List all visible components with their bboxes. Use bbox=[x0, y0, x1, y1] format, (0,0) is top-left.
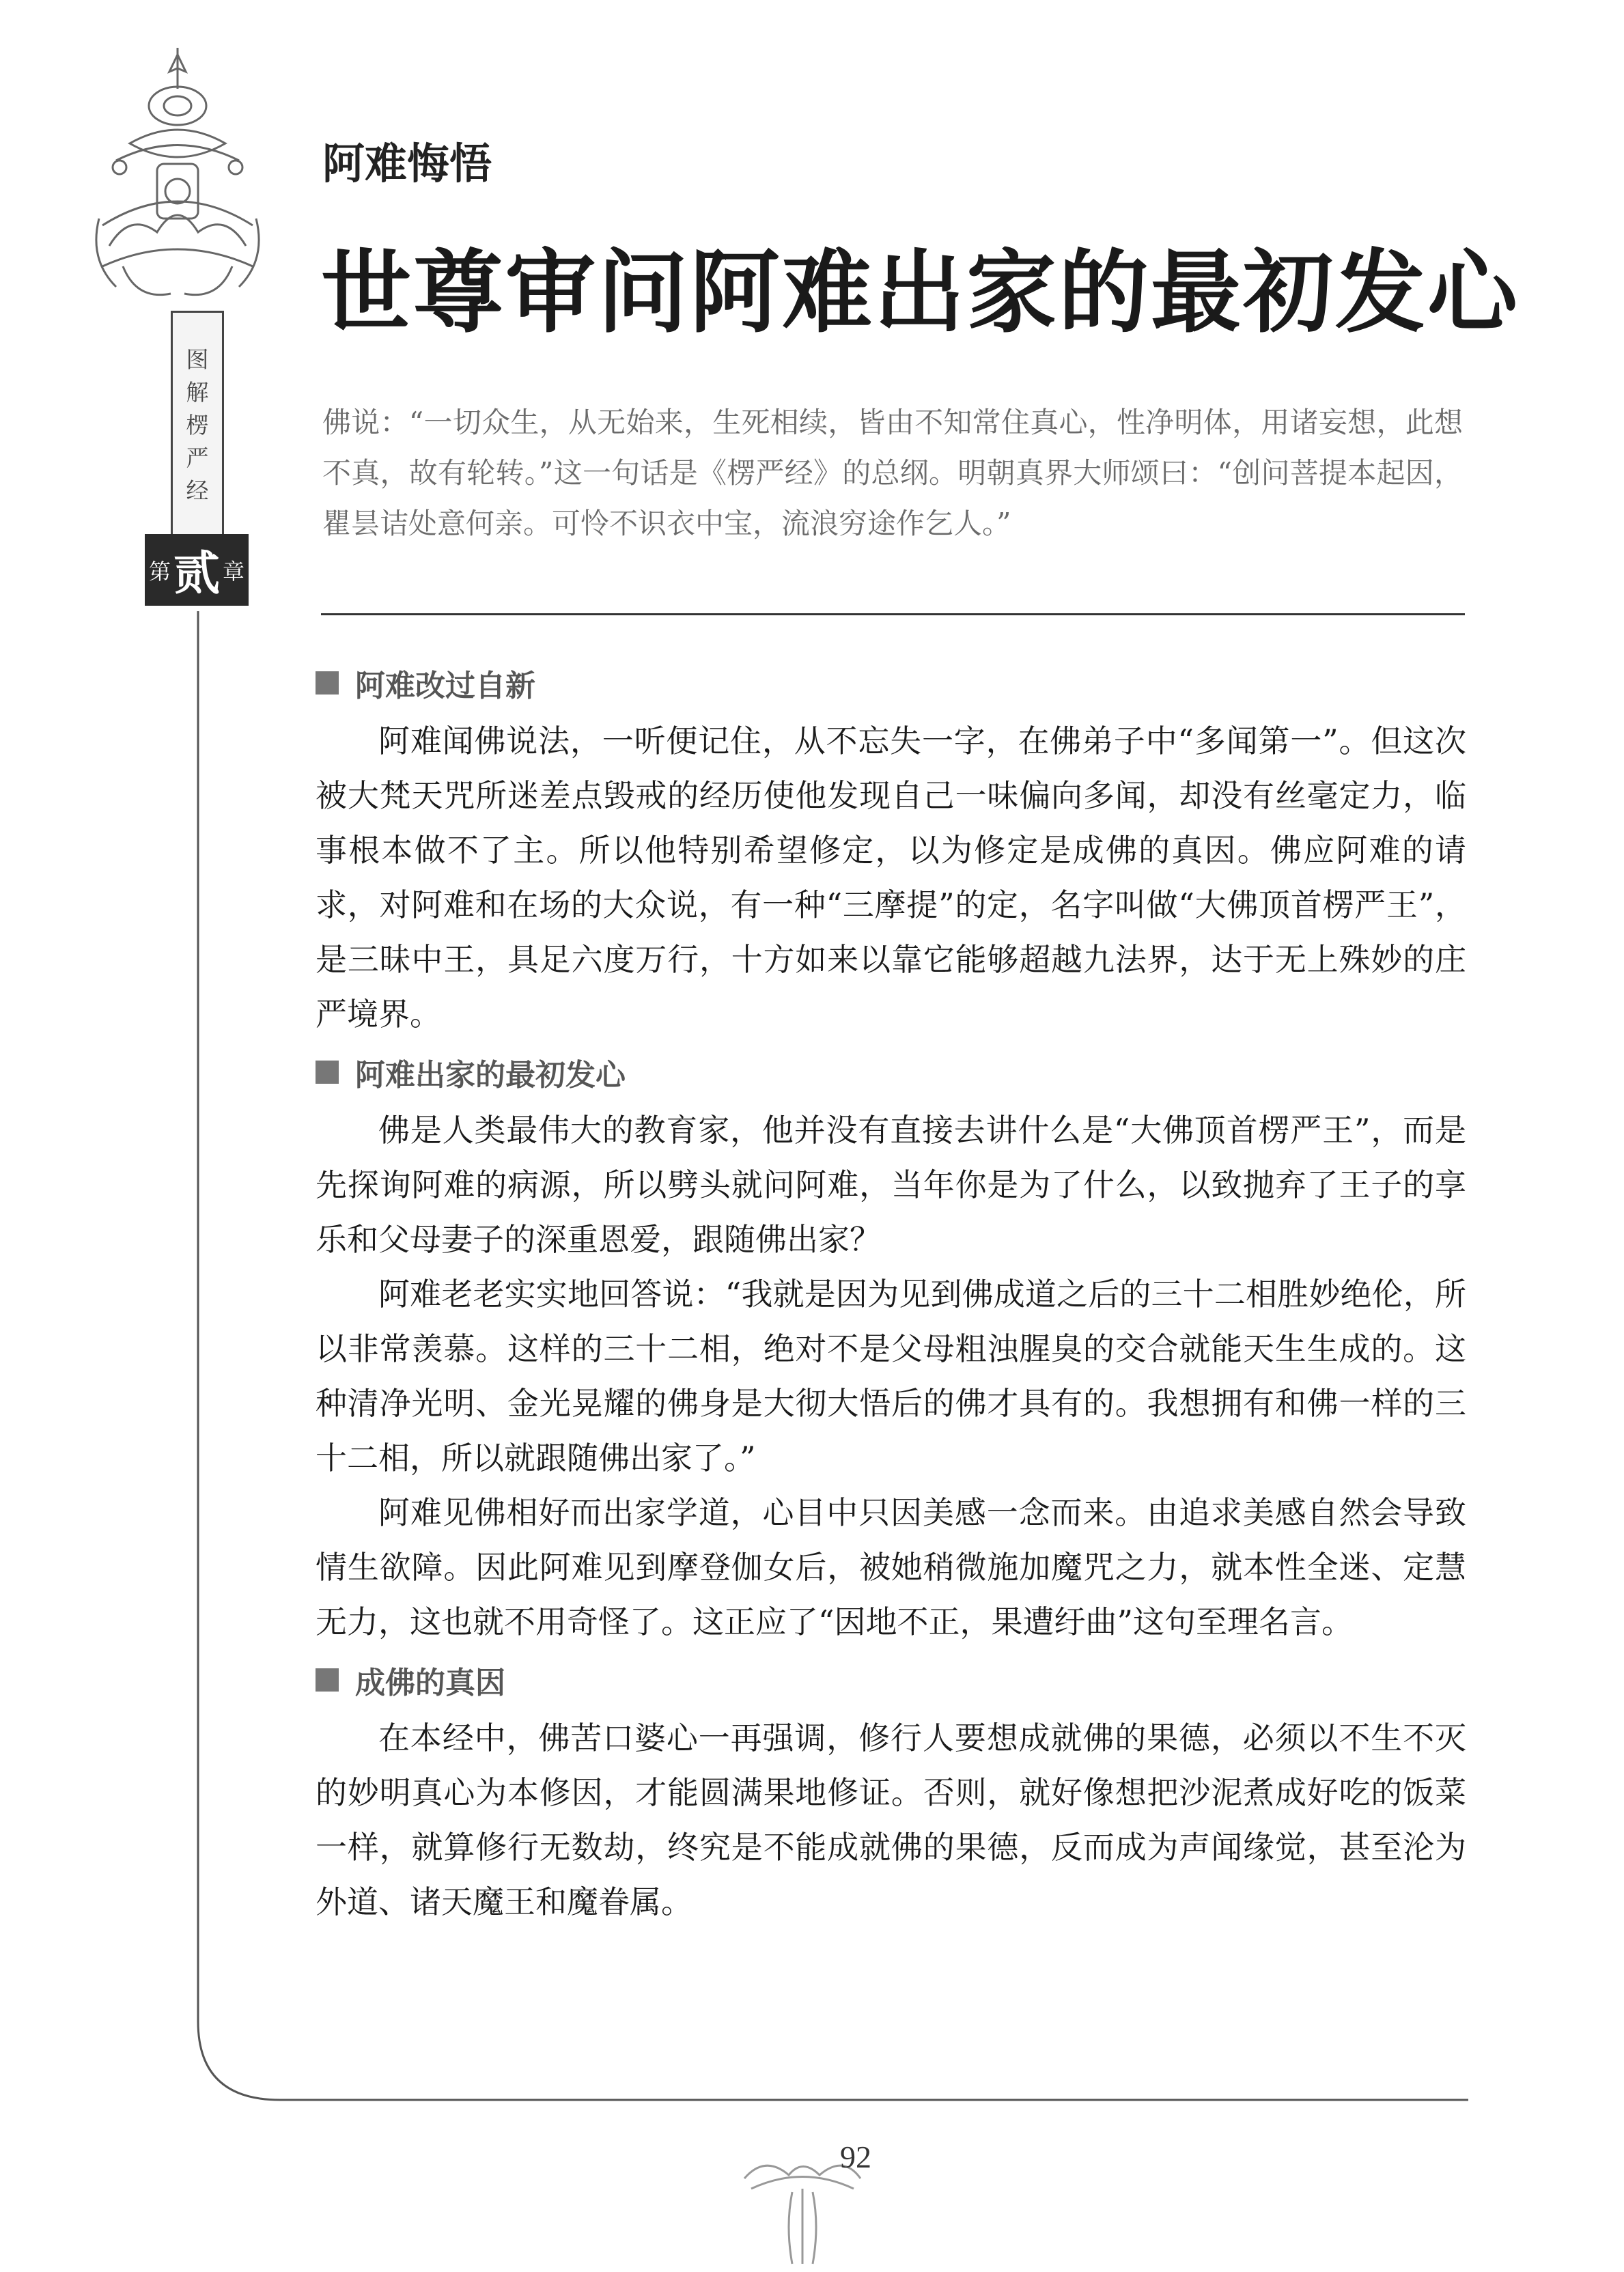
book-title-char: 经 bbox=[186, 477, 209, 504]
page-title: 世尊审问阿难出家的最初发心 bbox=[321, 240, 1520, 346]
section-marker-icon bbox=[316, 1668, 339, 1692]
chapter-badge bbox=[145, 534, 249, 606]
section-heading-text: 阿难出家的最初发心 bbox=[355, 1058, 626, 1093]
chapter-suffix: 章 bbox=[223, 558, 245, 585]
book-title-char: 图 bbox=[186, 346, 209, 373]
section-heading-text: 成佛的真因 bbox=[355, 1666, 505, 1700]
intro-quote: 佛说：“一切众生，从无始来，生死相续，皆由不知常住真心，性净明体，用诸妄想，此想不真，故有轮转。”这一句话是《楞严经》的总纲。明朝真界大师颂曰：“创问菩提本起因，瞿昙诘处意何亲。可怜不识衣中宝，流浪穷途作乞人。” bbox=[322, 406, 1463, 540]
section-heading-text: 阿难改过自新 bbox=[355, 669, 535, 703]
chapter-number: 贰 bbox=[173, 547, 220, 601]
book-title-tab bbox=[171, 311, 224, 540]
book-title-char: 解 bbox=[186, 379, 209, 406]
book-title-char: 严 bbox=[186, 445, 209, 471]
section-heading bbox=[316, 1041, 1466, 1103]
chapter-prefix: 第 bbox=[148, 558, 171, 585]
paragraph: 在本经中，佛苦口婆心一再强调，修行人要想成就佛的果德，必须以不生不灭的妙明真心为本修因，才能圆满果地修证。否则，就好像想把沙泥煮成好吃的饭菜一样，就算修行无数劫，终究是不能成就佛的果德，反而成为声闻缘觉，甚至沦为外道、诸天魔王和魔眷属。 bbox=[316, 1720, 1466, 1920]
header-divider bbox=[321, 613, 1465, 615]
section-marker-icon bbox=[316, 671, 339, 695]
article-body bbox=[316, 652, 1466, 1929]
book-title-char: 楞 bbox=[186, 412, 209, 438]
paragraph: 佛是人类最伟大的教育家，他并没有直接去讲什么是“大佛顶首楞严王”，而是先探询阿难的病源，所以劈头就问阿难，当年你是为了什么，以致抛弃了王子的享乐和父母妻子的深重恩爱，跟随佛出家？ bbox=[316, 1112, 1466, 1258]
paragraph: 阿难老老实实地回答说：“我就是因为见到佛成道之后的三十二相胜妙绝伦，所以非常羡慕。这样的三十二相，绝对不是父母粗浊腥臭的交合就能天生生成的。这种清净光明、金光晃耀的佛身是大彻大悟后的佛才具有的。我想拥有和佛一样的三十二相，所以就跟随佛出家了。” bbox=[316, 1276, 1466, 1476]
section-true-cause bbox=[316, 1649, 1466, 1929]
paragraph: 阿难闻佛说法，一听便记住，从不忘失一字，在佛弟子中“多闻第一”。但这次被大梵天咒所迷差点毁戒的经历使他发现自己一味偏向多闻，却没有丝毫定力，临事根本做不了主。所以他特别希望修定，以为修定是成佛的真因。佛应阿难的请求，对阿难和在场的大众说，有一种“三摩提”的定，名字叫做“大佛顶首楞严王”，是三昧中王，具足六度万行，十方如来以靠它能够超越九法界，达于无上殊妙的庄严境界。 bbox=[316, 723, 1466, 1033]
section-initial-motivation bbox=[316, 1041, 1466, 1649]
section-marker-icon bbox=[316, 1061, 339, 1084]
page-number: 92 bbox=[840, 2140, 871, 2174]
section-heading bbox=[316, 1649, 1466, 1711]
paragraph: 阿难见佛相好而出家学道，心目中只因美感一念而来。由追求美感自然会导致情生欲障。因此阿难见到摩登伽女后，被她稍微施加魔咒之力，就本性全迷、定慧无力，这也就不用奇怪了。这正应了“因地不正，果遭纡曲”这句至理名言。 bbox=[316, 1494, 1466, 1640]
page-subtitle: 阿难悔悟 bbox=[322, 139, 492, 188]
section-heading bbox=[316, 652, 1466, 714]
section-amend bbox=[316, 652, 1466, 1041]
